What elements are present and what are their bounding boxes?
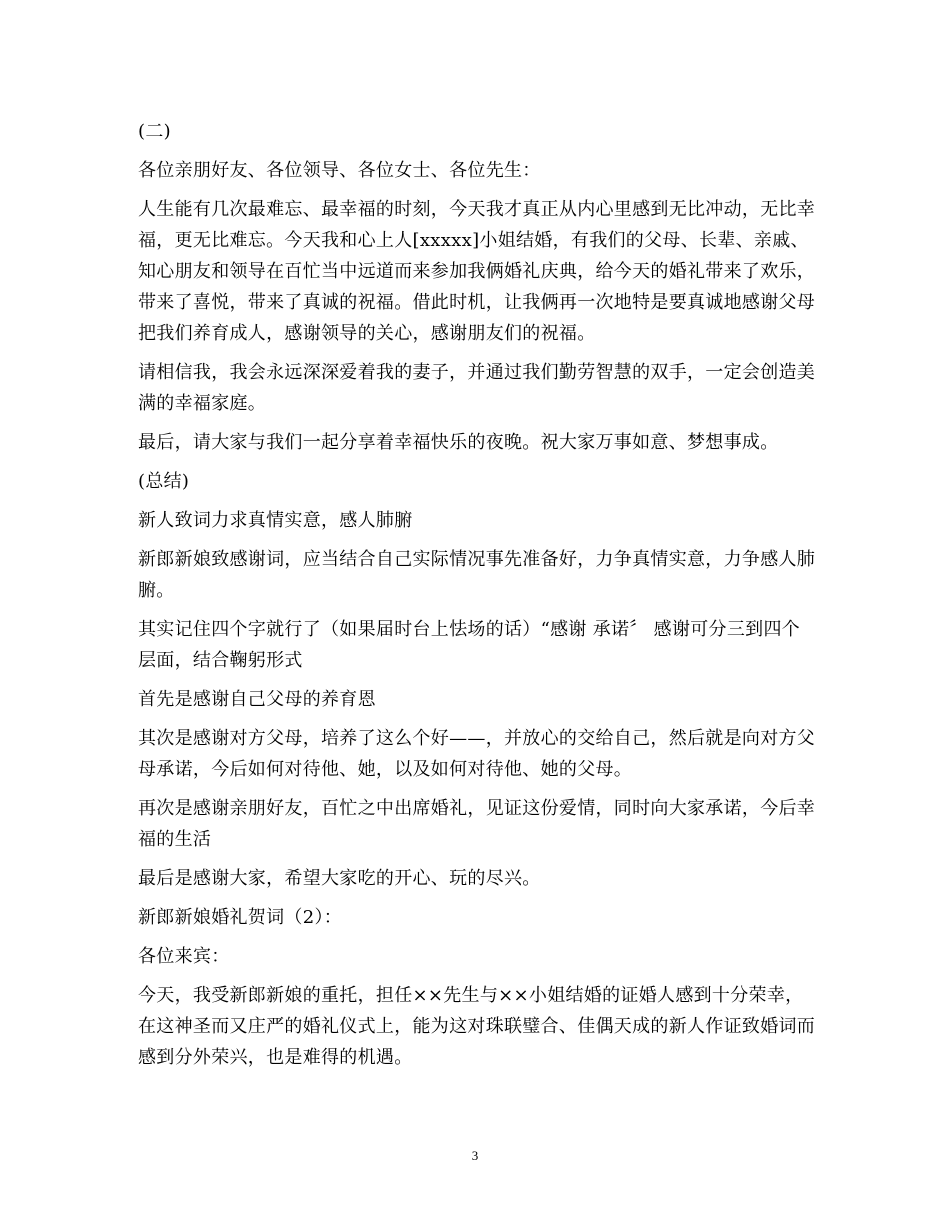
body-paragraph: 其实记住四个字就行了（如果届时台上怯场的话）“感谢 承诺〞 感谢可分三到四个层面，结合鞠躬形式	[138, 619, 801, 671]
subheading: 新人致词力求真情实意，感人肺腑	[138, 510, 413, 531]
subheading: 新郎新娘婚礼贺词（2）：	[138, 907, 343, 928]
body-paragraph: 新郎新娘致感谢词，应当结合自己实际情况事先准备好，力争真情实意，力争感人肺腑。	[138, 549, 816, 601]
page-number: 3	[471, 1148, 479, 1163]
body-paragraph: 再次是感谢亲朋好友，百忙之中出席婚礼，见证这份爱情，同时向大家承诺，今后幸福的生活	[138, 798, 816, 850]
body-paragraph: 最后是感谢大家，希望大家吃的开心、玩的尽兴。	[138, 868, 541, 889]
body-paragraph: 请相信我，我会永远深深爱着我的妻子，并通过我们勤劳智慧的双手，一定会创造美满的幸福家庭。	[138, 362, 816, 414]
body-paragraph: 首先是感谢自己父母的养育恩	[138, 689, 376, 710]
salutation: 各位亲朋好友、各位领导、各位女士、各位先生：	[138, 160, 541, 181]
document-body	[138, 116, 818, 1081]
body-paragraph: 其次是感谢对方父母，培养了这么个好——，并放心的交给自己，然后就是向对方父母承诺，今后如何对待他、她，以及如何对待他、她的父母。	[138, 728, 816, 780]
body-paragraph: 人生能有几次最难忘、最幸福的时刻，今天我才真正从内心里感到无比冲动，无比幸福，更无比难忘。今天我和心上人[xxxxx]小姐结婚，有我们的父母、长辈、亲戚、知心朋友和领导在百忙当中远道而来参加我俩婚礼庆典，给今天的婚礼带来了欢乐，带来了喜悦，带来了真诚的祝福。借此时机，让我俩再一次地特是要真诚地感谢父母把我们养育成人，感谢领导的关心，感谢朋友们的祝福。	[138, 199, 816, 344]
section-marker: (总结)	[138, 471, 190, 492]
body-paragraph: 今天，我受新郎新娘的重托，担任××先生与××小姐结婚的证婚人感到十分荣幸，在这神圣而又庄严的婚礼仪式上，能为这对珠联璧合、佳偶天成的新人作证致婚词而感到分外荣兴，也是难得的机遇。	[138, 985, 816, 1068]
salutation: 各位来宾：	[138, 946, 230, 967]
section-marker: (二)	[138, 121, 171, 142]
body-paragraph: 最后，请大家与我们一起分享着幸福快乐的夜晚。祝大家万事如意、梦想事成。	[138, 432, 779, 453]
